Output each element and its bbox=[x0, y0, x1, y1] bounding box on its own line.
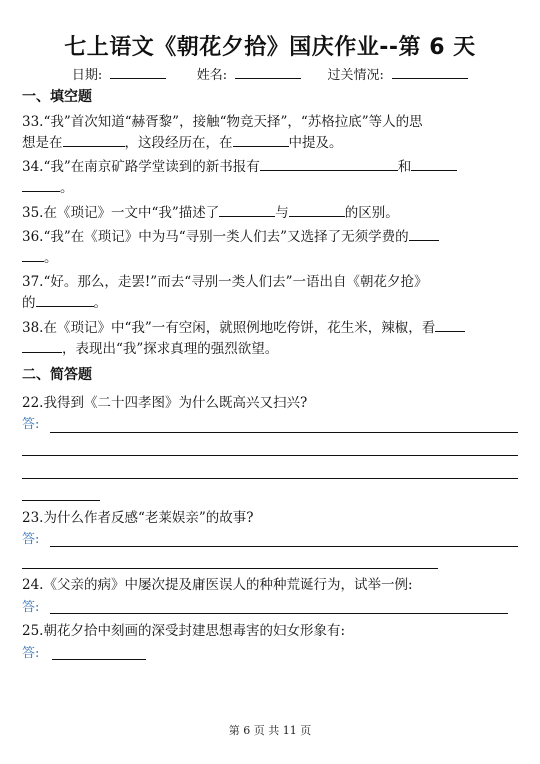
question-34-blank-3[interactable] bbox=[22, 179, 60, 192]
question-33-line2 bbox=[22, 133, 522, 154]
section-short-heading: 二、简答题 bbox=[22, 367, 92, 383]
question-34-text-c: 。 bbox=[60, 180, 74, 196]
page-title: 七上语文《朝花夕拾》国庆作业--第 6 天 bbox=[64, 35, 476, 60]
answer-label-25: 答: bbox=[22, 646, 40, 661]
question-35-text-a: 35.在《琐记》一文中“我”描述了 bbox=[22, 205, 220, 221]
question-33-blank-2[interactable] bbox=[233, 134, 289, 147]
question-36-blank-1[interactable] bbox=[409, 228, 439, 241]
question-34-text-b: 和 bbox=[397, 159, 412, 175]
question-36 bbox=[22, 227, 522, 269]
answer-24-line-1[interactable] bbox=[50, 613, 508, 614]
answer-22-line-3[interactable] bbox=[22, 478, 518, 479]
answer-23-line-1[interactable] bbox=[50, 546, 518, 547]
question-34-line2 bbox=[22, 178, 522, 199]
answer-23-line-2[interactable] bbox=[22, 568, 438, 569]
answer-label-23: 答: bbox=[22, 532, 40, 547]
status-label: 过关情况: bbox=[327, 68, 384, 83]
question-34 bbox=[22, 157, 522, 199]
question-33-line1: 33.“我”首次知道“赫胥黎”，接触“物竞天择”，“苏格拉底”等人的思 bbox=[22, 114, 423, 130]
answer-label-22: 答: bbox=[22, 417, 40, 432]
question-37-blank-1[interactable] bbox=[36, 294, 94, 307]
answer-25-line-1[interactable] bbox=[52, 659, 146, 660]
answer-label-24: 答: bbox=[22, 600, 40, 615]
date-blank[interactable] bbox=[110, 66, 166, 79]
page-footer: 第 6 页 共 11 页 bbox=[228, 724, 312, 737]
question-22: 22.我得到《二十四孝图》为什么既高兴又扫兴? bbox=[22, 395, 308, 411]
question-37-line1: 37.“好。那么，走罢!”而去“寻别一类人们去”一语出自《朝花夕抢》 bbox=[22, 274, 428, 290]
question-34-blank-2[interactable] bbox=[411, 158, 457, 171]
question-33 bbox=[22, 112, 522, 154]
question-25: 25.朝花夕拾中刻画的深受封建思想毒害的妇女形象有: bbox=[22, 623, 346, 639]
question-35-text-b: 与 bbox=[275, 205, 289, 221]
question-38-text-a: 38.在《琐记》中“我”一有空闲，就照例地吃侉饼，花生米，辣椒，看 bbox=[22, 320, 436, 336]
question-35-blank-1[interactable] bbox=[219, 204, 275, 217]
question-36-line2 bbox=[22, 248, 522, 269]
question-23: 23.为什么作者反感“老莱娱亲”的故事? bbox=[22, 510, 254, 526]
question-36-text-a: 36.“我”在《琐记》中为马“寻别一类人们去”又选择了无须学费的 bbox=[22, 229, 409, 245]
section-fill-heading: 一、填空题 bbox=[22, 89, 92, 105]
question-38-line1 bbox=[22, 318, 522, 339]
answer-22-line-4[interactable] bbox=[22, 500, 100, 501]
answer-22-line-1[interactable] bbox=[50, 432, 518, 433]
question-24-answer-label bbox=[22, 597, 62, 618]
question-33-text-a: 想是在 bbox=[22, 135, 63, 151]
answer-22-line-2[interactable] bbox=[22, 455, 518, 456]
question-37-text-b: 的 bbox=[22, 295, 36, 311]
question-38-line2 bbox=[22, 339, 522, 360]
question-33-text-b: ，这段经历在，在 bbox=[124, 135, 233, 151]
question-36-text-b: 。 bbox=[44, 250, 58, 266]
question-37-line2 bbox=[22, 293, 522, 314]
date-label: 日期: bbox=[71, 68, 103, 83]
question-35 bbox=[22, 203, 522, 224]
header-fields bbox=[0, 64, 540, 83]
question-33-text-c: 中提及。 bbox=[288, 135, 343, 151]
question-36-line1 bbox=[22, 227, 522, 248]
question-24: 24.《父亲的病》中屡次提及庸医误人的种种荒诞行为，试举一例: bbox=[22, 577, 413, 593]
question-35-text-c: 的区别。 bbox=[344, 205, 399, 221]
question-34-blank-1[interactable] bbox=[260, 158, 398, 171]
name-label: 姓名: bbox=[196, 68, 228, 83]
question-38-blank-2[interactable] bbox=[22, 340, 62, 353]
question-38-blank-1[interactable] bbox=[435, 319, 465, 332]
status-blank[interactable] bbox=[392, 66, 468, 79]
name-blank[interactable] bbox=[235, 66, 301, 79]
question-34-line1 bbox=[22, 157, 522, 178]
question-25-answer-label bbox=[22, 643, 62, 664]
question-35-blank-2[interactable] bbox=[289, 204, 345, 217]
question-38 bbox=[22, 318, 522, 360]
question-36-blank-2[interactable] bbox=[22, 249, 44, 262]
question-34-text-a: 34.“我”在南京矿路学堂读到的新书报有 bbox=[22, 159, 260, 175]
question-37 bbox=[22, 272, 522, 314]
question-33-blank-1[interactable] bbox=[63, 134, 125, 147]
question-38-text-b: ，表现出“我”探求真理的强烈欲望。 bbox=[62, 341, 279, 357]
question-37-text-c: 。 bbox=[93, 295, 107, 311]
